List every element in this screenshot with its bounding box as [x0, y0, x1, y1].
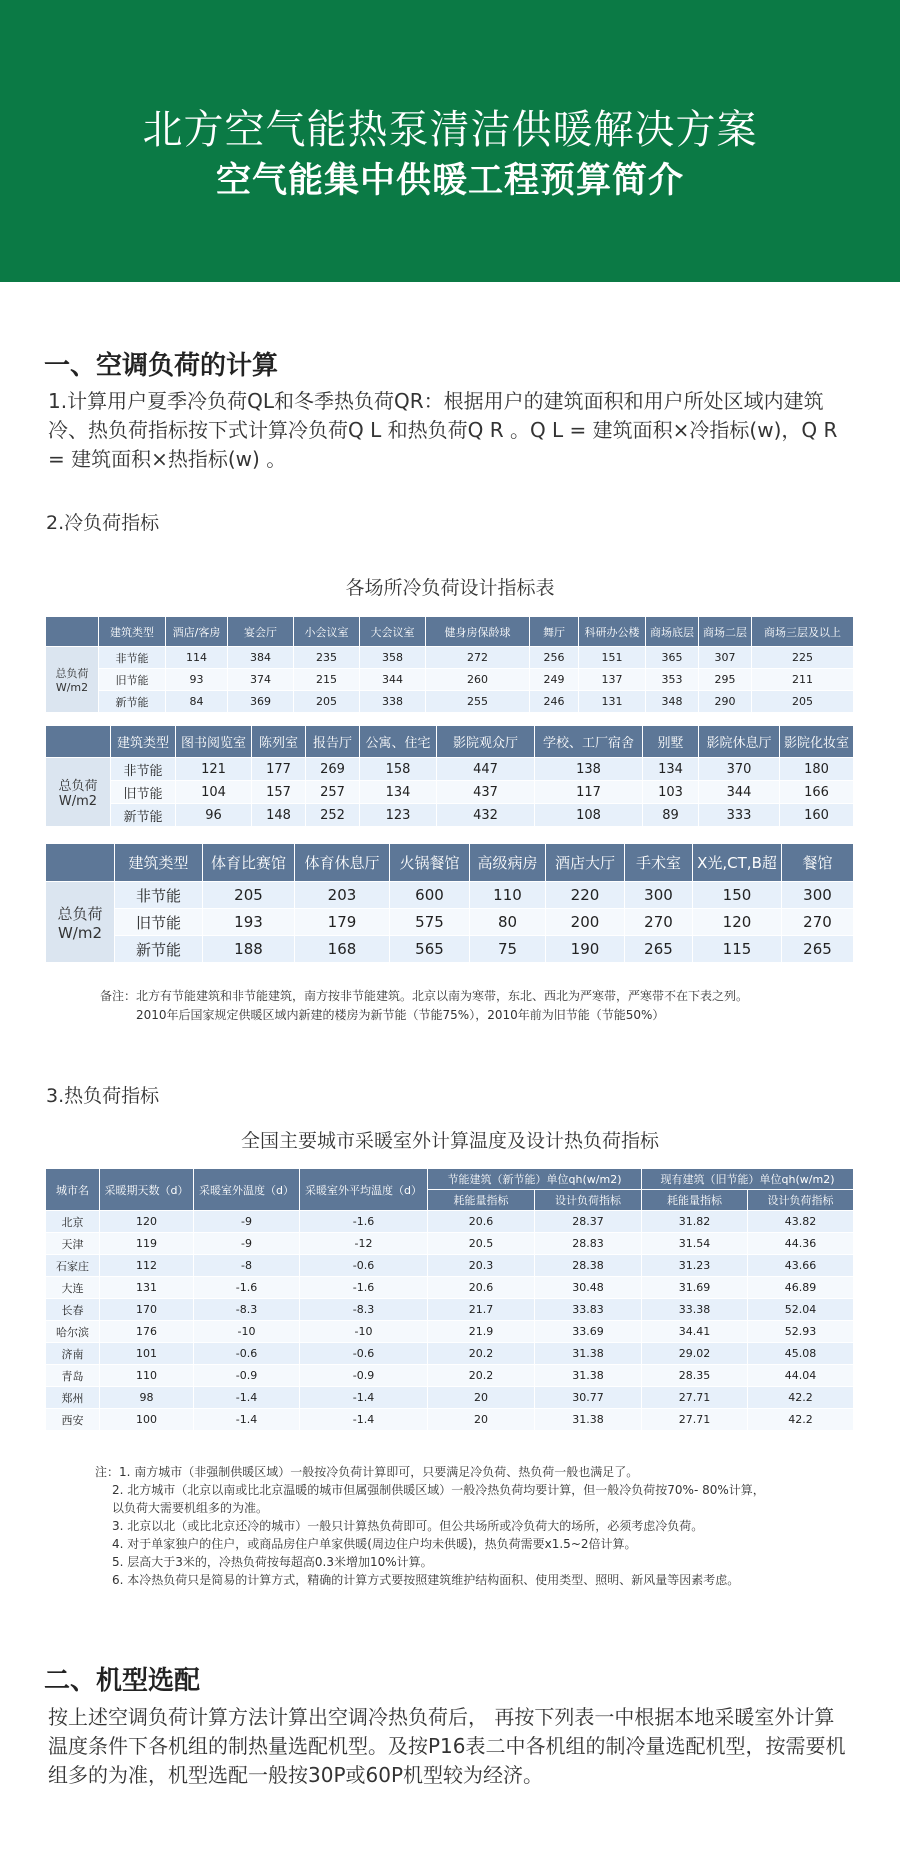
cooling-table-caption: 各场所冷负荷设计指标表 — [345, 577, 555, 599]
row-name: 旧节能 — [115, 909, 203, 936]
table-cell: 205 — [752, 691, 854, 713]
column-header: 酒店/客房 — [166, 617, 228, 647]
table-row — [46, 1299, 854, 1321]
table-row — [46, 909, 854, 936]
row-name: 非节能 — [111, 758, 176, 781]
header-building-type: 建筑类型 — [99, 617, 166, 647]
column-header: 采暖室外平均温度（d） — [300, 1169, 428, 1211]
note-line: 6. 本冷热负荷只是简易的计算方式，精确的计算方式要按照建筑维护结构面积、使用类型、照明、新风量等因素考虑。 — [112, 1573, 740, 1587]
sub-header: 设计负荷指标 — [748, 1190, 854, 1211]
column-header: 餐馆 — [782, 844, 854, 882]
table-row — [46, 1409, 854, 1431]
table-cell: 290 — [699, 691, 752, 713]
table-cell: 148 — [252, 804, 306, 827]
table-cell: 117 — [535, 781, 643, 804]
section1-paragraph: 1.计算用户夏季冷负荷QL和冬季热负荷QR：根据用户的建筑面积和用户所处区域内建筑冷、热负荷指标按下式计算冷负荷Q L 和热负荷Q R 。Q L = 建筑面积×冷指标(w)，Q R = 建筑面积×热指标(w) 。 — [48, 389, 838, 471]
table-cell: 75 — [470, 936, 546, 963]
header-blank — [46, 726, 111, 758]
remark-line-1: 备注：北方有节能建筑和非节能建筑，南方按非节能建筑。北京以南为寒带，东北、西北为严寒带，严寒带不在下表之列。 — [100, 989, 749, 1003]
table-cell: 300 — [782, 882, 854, 909]
table-cell: 188 — [203, 936, 295, 963]
column-header: 报告厅 — [306, 726, 360, 758]
cooling-subheading: 2.冷负荷指标 — [46, 512, 160, 534]
table-cell: -1.4 — [300, 1409, 428, 1431]
column-header: 城市名 — [46, 1169, 100, 1211]
column-header: 高级病房 — [470, 844, 546, 882]
column-header: 手术室 — [625, 844, 693, 882]
table-cell: 203 — [295, 882, 390, 909]
table-row — [46, 691, 854, 713]
table-cell: -1.4 — [300, 1387, 428, 1409]
group-header: 节能建筑（新节能）单位qh(w/m2) — [428, 1169, 642, 1190]
table-row — [46, 1277, 854, 1299]
table-row — [46, 1211, 854, 1233]
table-cell: -0.9 — [194, 1365, 300, 1387]
table-cell: 358 — [360, 647, 426, 669]
table-cell: 27.71 — [642, 1387, 748, 1409]
table-row — [46, 1343, 854, 1365]
table-cell: 257 — [306, 781, 360, 804]
table-cell: 190 — [546, 936, 625, 963]
table-cell: 270 — [782, 909, 854, 936]
table-cell: 200 — [546, 909, 625, 936]
row-name: 旧节能 — [99, 669, 166, 691]
table-cell: 374 — [228, 669, 294, 691]
header-building-type: 建筑类型 — [115, 844, 203, 882]
table-cell: 28.35 — [642, 1365, 748, 1387]
table-cell: 215 — [294, 669, 360, 691]
table-cell: 344 — [699, 781, 780, 804]
table-cell: 21.7 — [428, 1299, 535, 1321]
table-cell: 338 — [360, 691, 426, 713]
table-cell: 98 — [100, 1387, 194, 1409]
city-name: 北京 — [46, 1211, 100, 1233]
column-header: 体育比赛馆 — [203, 844, 295, 882]
city-name: 石家庄 — [46, 1255, 100, 1277]
table-row — [46, 1387, 854, 1409]
table-cell: -1.6 — [300, 1211, 428, 1233]
table-cell: 103 — [643, 781, 699, 804]
city-name: 天津 — [46, 1233, 100, 1255]
page-subtitle: 空气能集中供暖工程预算简介 — [215, 161, 684, 201]
table-cell: 177 — [252, 758, 306, 781]
table-cell: 447 — [437, 758, 535, 781]
column-header: 公寓、住宅 — [360, 726, 437, 758]
table-cell: 101 — [100, 1343, 194, 1365]
table-cell: 437 — [437, 781, 535, 804]
table-cell: 108 — [535, 804, 643, 827]
column-header: 影院休息厅 — [699, 726, 780, 758]
table-cell: 119 — [100, 1233, 194, 1255]
table-cell: 211 — [752, 669, 854, 691]
table-cell: 265 — [625, 936, 693, 963]
table-cell: 260 — [426, 669, 530, 691]
table-cell: 166 — [780, 781, 854, 804]
city-name: 哈尔滨 — [46, 1321, 100, 1343]
note-line: 3. 北京以北（或比北京还冷的城市）一般只计算热负荷即可。但公共场所或冷负荷大的场所，必须考虑冷负荷。 — [112, 1519, 704, 1533]
table-cell: 104 — [176, 781, 252, 804]
column-header: 别墅 — [643, 726, 699, 758]
table-cell: 134 — [360, 781, 437, 804]
table-cell: 20 — [428, 1387, 535, 1409]
table-cell: 170 — [100, 1299, 194, 1321]
table-cell: 93 — [166, 669, 228, 691]
table-cell: 168 — [295, 936, 390, 963]
table-cell: 131 — [579, 691, 646, 713]
table-cell: 30.77 — [535, 1387, 642, 1409]
table-cell: 300 — [625, 882, 693, 909]
table-cell: 270 — [625, 909, 693, 936]
table-cell: 565 — [390, 936, 470, 963]
heating-notes — [95, 1463, 765, 1589]
table-cell: 33.83 — [535, 1299, 642, 1321]
row-name: 旧节能 — [111, 781, 176, 804]
heating-subheading: 3.热负荷指标 — [46, 1085, 160, 1107]
table-cell: 31.82 — [642, 1211, 748, 1233]
table-cell: 131 — [100, 1277, 194, 1299]
table-cell: 31.23 — [642, 1255, 748, 1277]
section2-paragraph: 按上述空调负荷计算方法计算出空调冷热负荷后， 再按下列表一中根据本地采暖室外计算温度条件下各机组的制热量选配机型。及按P16表二中各机组的制冷量选配机型，按需要机组多的为准，机型选配一般按30P或60P机型较为经济。 — [48, 1705, 846, 1787]
table-cell: -1.4 — [194, 1409, 300, 1431]
table-cell: 205 — [294, 691, 360, 713]
table-cell: 333 — [699, 804, 780, 827]
column-header: 学校、工厂宿舍 — [535, 726, 643, 758]
table-cell: 432 — [437, 804, 535, 827]
table-cell: -8 — [194, 1255, 300, 1277]
column-header: 商场底层 — [646, 617, 699, 647]
note-line: 2. 北方城市（北京以南或比北京温暖的城市但属强制供暖区域）一般冷热负荷均要计算，但一般冷负荷按70%- 80%计算， — [112, 1483, 765, 1497]
table-row — [46, 936, 854, 963]
table-cell: 80 — [470, 909, 546, 936]
table-cell: 249 — [530, 669, 579, 691]
header-building-type: 建筑类型 — [111, 726, 176, 758]
table-cell: 344 — [360, 669, 426, 691]
table-cell: 180 — [780, 758, 854, 781]
table-cell: -10 — [300, 1321, 428, 1343]
table-cell: 114 — [166, 647, 228, 669]
column-header: 舞厅 — [530, 617, 579, 647]
table-cell: 112 — [100, 1255, 194, 1277]
row-name: 新节能 — [99, 691, 166, 713]
row-name: 新节能 — [115, 936, 203, 963]
table-row — [46, 669, 854, 691]
table-cell: 42.2 — [748, 1387, 854, 1409]
table-cell: 272 — [426, 647, 530, 669]
row-group-label: 总负荷W/m2 — [46, 647, 99, 713]
table-cell: 158 — [360, 758, 437, 781]
table-cell: 28.83 — [535, 1233, 642, 1255]
table-cell: -9 — [194, 1233, 300, 1255]
table-cell: 370 — [699, 758, 780, 781]
note-line: 4. 对于单家独户的住户，或商品房住户单家供暖(周边住户均未供暖)，热负荷需要x1.5~2倍计算。 — [112, 1537, 637, 1551]
header-banner — [0, 0, 900, 282]
column-header: 酒店大厅 — [546, 844, 625, 882]
row-name: 新节能 — [111, 804, 176, 827]
table-cell: 138 — [535, 758, 643, 781]
table-cell: -1.6 — [194, 1277, 300, 1299]
table-cell: 123 — [360, 804, 437, 827]
column-header: 商场三层及以上 — [752, 617, 854, 647]
column-header: X光,CT,B超 — [693, 844, 782, 882]
table-cell: 110 — [100, 1365, 194, 1387]
column-header: 采暖期天数（d） — [100, 1169, 194, 1211]
city-name: 青岛 — [46, 1365, 100, 1387]
table-cell: 150 — [693, 882, 782, 909]
city-name: 西安 — [46, 1409, 100, 1431]
table-cell: 120 — [693, 909, 782, 936]
table-cell: -0.6 — [194, 1343, 300, 1365]
table-cell: 45.08 — [748, 1343, 854, 1365]
table-cell: 120 — [100, 1211, 194, 1233]
table-cell: 157 — [252, 781, 306, 804]
table-cell: 176 — [100, 1321, 194, 1343]
table-cell: 20.3 — [428, 1255, 535, 1277]
column-header: 宴会厅 — [228, 617, 294, 647]
page-title: 北方空气能热泵清洁供暖解决方案 — [142, 107, 758, 153]
table-cell: 256 — [530, 647, 579, 669]
section2-heading: 二、机型选配 — [44, 1666, 201, 1696]
column-header: 影院观众厅 — [437, 726, 535, 758]
table-cell: 89 — [643, 804, 699, 827]
table-cell: 600 — [390, 882, 470, 909]
table-cell: 20.5 — [428, 1233, 535, 1255]
table-row — [46, 1321, 854, 1343]
table-cell: 20.2 — [428, 1365, 535, 1387]
table-cell: 575 — [390, 909, 470, 936]
table-cell: -8.3 — [300, 1299, 428, 1321]
table-row — [46, 882, 854, 909]
table-cell: -12 — [300, 1233, 428, 1255]
table-cell: 384 — [228, 647, 294, 669]
table-cell: 31.38 — [535, 1343, 642, 1365]
sub-header: 设计负荷指标 — [535, 1190, 642, 1211]
row-group-label: 总负荷W/m2 — [46, 882, 115, 963]
table-cell: 353 — [646, 669, 699, 691]
header-blank — [46, 617, 99, 647]
cooling-table-1 — [45, 616, 854, 713]
table-cell: 348 — [646, 691, 699, 713]
table-cell: 134 — [643, 758, 699, 781]
table-cell: 205 — [203, 882, 295, 909]
column-header: 图书阅览室 — [176, 726, 252, 758]
sub-header: 耗能量指标 — [428, 1190, 535, 1211]
section1-heading: 一、空调负荷的计算 — [44, 351, 279, 381]
row-name: 非节能 — [115, 882, 203, 909]
table-cell: 269 — [306, 758, 360, 781]
table-cell: 31.38 — [535, 1365, 642, 1387]
table-cell: 369 — [228, 691, 294, 713]
column-header: 影院化妆室 — [780, 726, 854, 758]
heating-table — [45, 1168, 854, 1431]
column-header: 火锅餐馆 — [390, 844, 470, 882]
table-cell: -9 — [194, 1211, 300, 1233]
column-header: 采暖室外温度（d） — [194, 1169, 300, 1211]
note-line: 以负荷大需要机组多的为准。 — [112, 1501, 269, 1515]
table-cell: 29.02 — [642, 1343, 748, 1365]
table-cell: 246 — [530, 691, 579, 713]
column-header: 陈列室 — [252, 726, 306, 758]
table-cell: 193 — [203, 909, 295, 936]
table-cell: 20.6 — [428, 1277, 535, 1299]
cooling-table-3 — [45, 843, 854, 963]
table-cell: 115 — [693, 936, 782, 963]
table-cell: 100 — [100, 1409, 194, 1431]
table-cell: -1.4 — [194, 1387, 300, 1409]
column-header: 健身房保龄球 — [426, 617, 530, 647]
column-header: 商场二层 — [699, 617, 752, 647]
table-cell: 255 — [426, 691, 530, 713]
table-cell: 46.89 — [748, 1277, 854, 1299]
table-cell: 20.2 — [428, 1343, 535, 1365]
group-header: 现有建筑（旧节能）单位qh(w/m2) — [642, 1169, 854, 1190]
table-cell: 20.6 — [428, 1211, 535, 1233]
table-cell: 31.69 — [642, 1277, 748, 1299]
table-cell: 235 — [294, 647, 360, 669]
sub-header: 耗能量指标 — [642, 1190, 748, 1211]
city-name: 郑州 — [46, 1387, 100, 1409]
table-cell: 179 — [295, 909, 390, 936]
table-cell: 121 — [176, 758, 252, 781]
table-cell: 30.48 — [535, 1277, 642, 1299]
note-line: 5. 层高大于3米的，冷热负荷按每超高0.3米增加10%计算。 — [112, 1555, 433, 1569]
city-name: 长春 — [46, 1299, 100, 1321]
table-cell: 110 — [470, 882, 546, 909]
city-name: 大连 — [46, 1277, 100, 1299]
row-name: 非节能 — [99, 647, 166, 669]
table-cell: 220 — [546, 882, 625, 909]
table-cell: 44.36 — [748, 1233, 854, 1255]
note-line: 注：1. 南方城市（非强制供暖区域）一般按冷负荷计算即可，只要满足冷负荷、热负荷一般也满足了。 — [95, 1465, 639, 1479]
heating-table-caption: 全国主要城市采暖室外计算温度及设计热负荷指标 — [240, 1130, 659, 1152]
table-cell: 21.9 — [428, 1321, 535, 1343]
table-cell: 265 — [782, 936, 854, 963]
table-cell: 160 — [780, 804, 854, 827]
table-cell: 52.93 — [748, 1321, 854, 1343]
table-cell: 42.2 — [748, 1409, 854, 1431]
table-cell: -0.6 — [300, 1343, 428, 1365]
table-cell: 43.82 — [748, 1211, 854, 1233]
table-cell: 151 — [579, 647, 646, 669]
cooling-table-2 — [45, 725, 854, 827]
table-cell: 44.04 — [748, 1365, 854, 1387]
table-row — [46, 1365, 854, 1387]
table-cell: 96 — [176, 804, 252, 827]
table-cell: 84 — [166, 691, 228, 713]
row-group-label: 总负荷W/m2 — [46, 758, 111, 827]
table-cell: 33.38 — [642, 1299, 748, 1321]
table-cell: 365 — [646, 647, 699, 669]
table-cell: 43.66 — [748, 1255, 854, 1277]
table-cell: 225 — [752, 647, 854, 669]
column-header: 科研办公楼 — [579, 617, 646, 647]
table-cell: -10 — [194, 1321, 300, 1343]
table-cell: -0.6 — [300, 1255, 428, 1277]
table-cell: 252 — [306, 804, 360, 827]
column-header: 大会议室 — [360, 617, 426, 647]
table-cell: 31.38 — [535, 1409, 642, 1431]
table-cell: 28.38 — [535, 1255, 642, 1277]
column-header: 小会议室 — [294, 617, 360, 647]
table-cell: 27.71 — [642, 1409, 748, 1431]
table-row — [46, 1255, 854, 1277]
column-header: 体育休息厅 — [295, 844, 390, 882]
table-row — [46, 647, 854, 669]
table-cell: 33.69 — [535, 1321, 642, 1343]
table-row — [46, 804, 854, 827]
table-row — [46, 758, 854, 781]
table-cell: 307 — [699, 647, 752, 669]
table-cell: 137 — [579, 669, 646, 691]
table-cell: 20 — [428, 1409, 535, 1431]
table-cell: 34.41 — [642, 1321, 748, 1343]
table-row — [46, 1233, 854, 1255]
table-cell: 28.37 — [535, 1211, 642, 1233]
table-cell: -1.6 — [300, 1277, 428, 1299]
table-row — [46, 781, 854, 804]
table-cell: 295 — [699, 669, 752, 691]
city-name: 济南 — [46, 1343, 100, 1365]
header-blank — [46, 844, 115, 882]
table-cell: 52.04 — [748, 1299, 854, 1321]
table-cell: 31.54 — [642, 1233, 748, 1255]
table-cell: -8.3 — [194, 1299, 300, 1321]
remark-line-2: 2010年后国家规定供暖区域内新建的楼房为新节能（节能75%），2010年前为旧节能（节能50%） — [136, 1008, 665, 1022]
table-cell: -0.9 — [300, 1365, 428, 1387]
